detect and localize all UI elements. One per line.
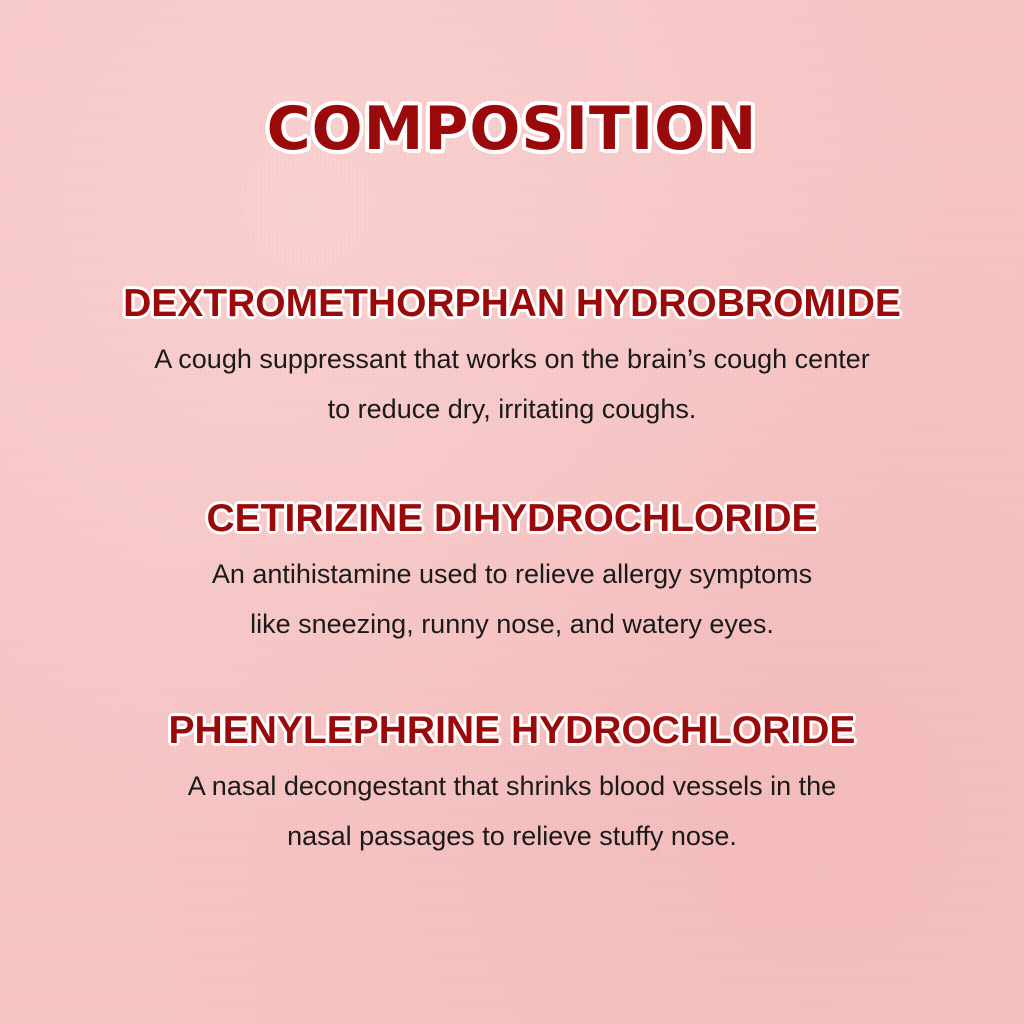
description-line: nasal passages to relieve stuffy nose. [287, 820, 737, 851]
ingredient-description [0, 761, 1024, 861]
ingredient-phenylephrine [0, 710, 1024, 861]
ingredient-name: PHENYLEPHRINE HYDROCHLORIDE [168, 709, 856, 752]
ingredient-name: CETIRIZINE DIHYDROCHLORIDE [206, 497, 818, 540]
description-line: like sneezing, runny nose, and watery eyes. [250, 608, 774, 639]
ingredient-cetirizine [0, 498, 1024, 649]
description-line: A cough suppressant that works on the brain’s cough center [154, 343, 870, 374]
ingredient-description [0, 334, 1024, 434]
description-line: A nasal decongestant that shrinks blood vessels in the [187, 770, 837, 801]
ingredient-dextromethorphan [0, 283, 1024, 434]
ingredient-description [0, 549, 1024, 649]
description-line: to reduce dry, irritating coughs. [327, 393, 697, 424]
description-line: An antihistamine used to relieve allergy symptoms [211, 558, 813, 589]
page-title: COMPOSITION [266, 94, 758, 164]
ingredient-name: DEXTROMETHORPHAN HYDROBROMIDE [123, 282, 901, 325]
